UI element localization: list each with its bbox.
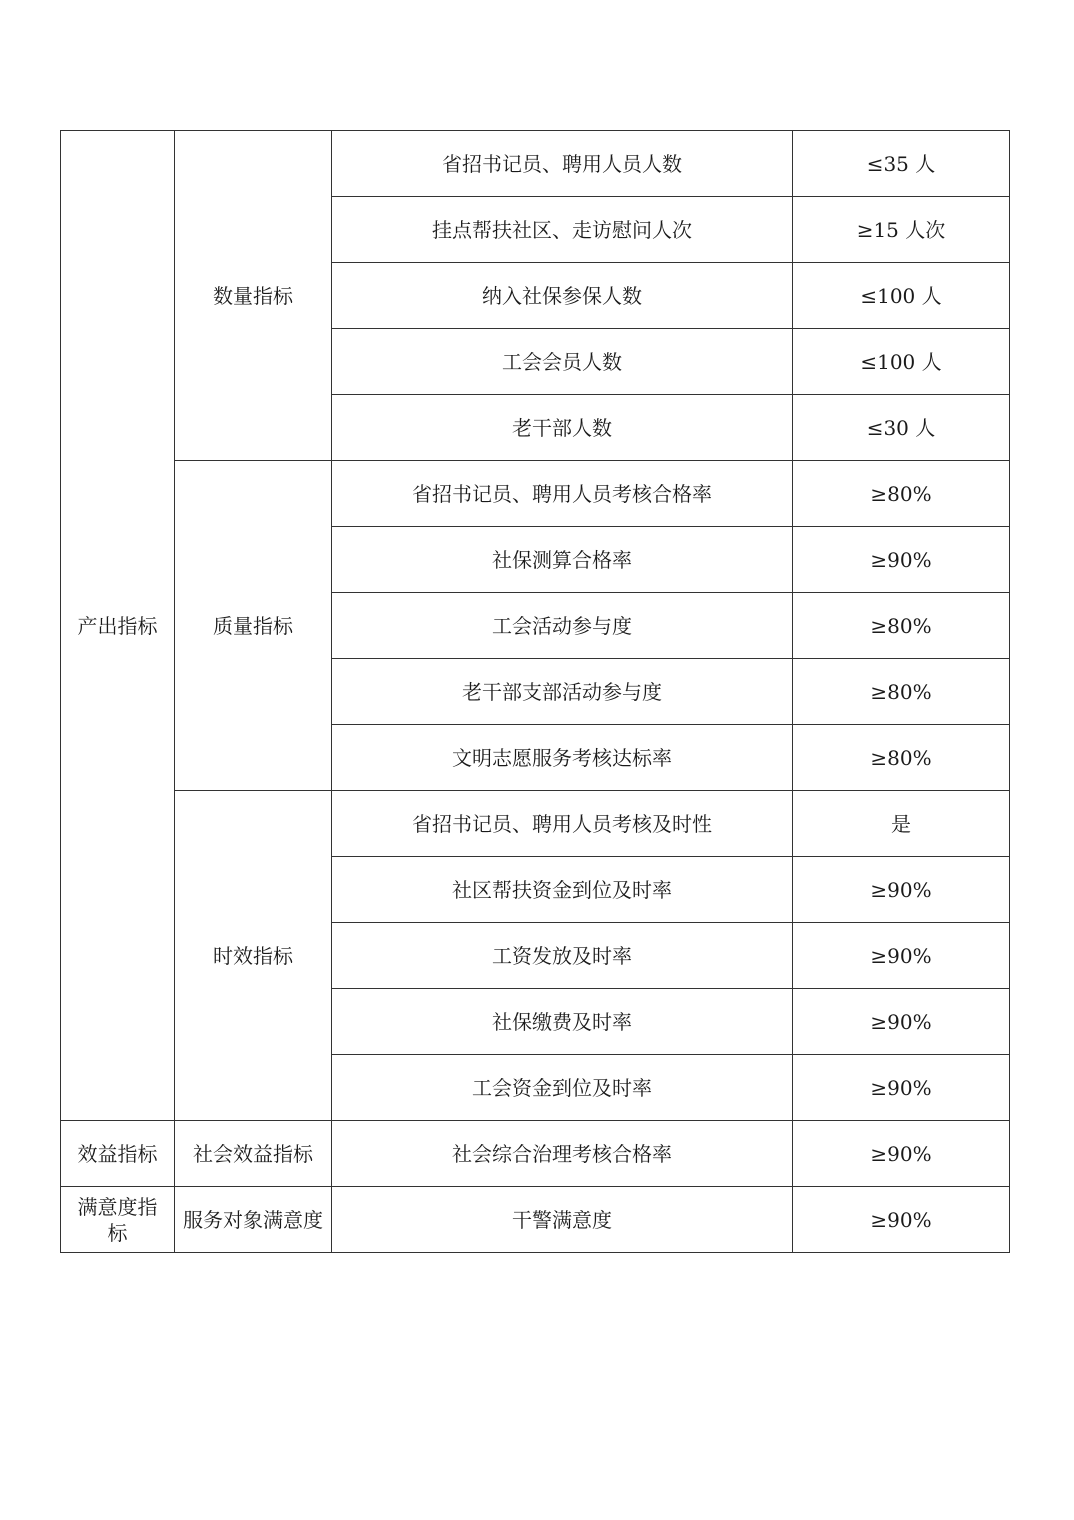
target-cell: ≥90% xyxy=(793,1055,1010,1121)
table-row xyxy=(61,791,1010,857)
indicator-cell: 社区帮扶资金到位及时率 xyxy=(332,857,793,923)
target-cell: ≥80% xyxy=(793,659,1010,725)
target-cell: 是 xyxy=(793,791,1010,857)
target-cell: ≥80% xyxy=(793,593,1010,659)
target-cell: ≥90% xyxy=(793,1121,1010,1187)
target-cell: ≤30 人 xyxy=(793,395,1010,461)
target-cell: ≥15 人次 xyxy=(793,197,1010,263)
table-row xyxy=(61,1187,1010,1253)
target-cell: ≥90% xyxy=(793,527,1010,593)
indicator-cell: 社保测算合格率 xyxy=(332,527,793,593)
target-cell: ≥80% xyxy=(793,725,1010,791)
target-cell: ≥80% xyxy=(793,461,1010,527)
table-row xyxy=(61,461,1010,527)
performance-indicator-table xyxy=(60,130,1010,1253)
target-cell: ≤100 人 xyxy=(793,329,1010,395)
indicator-cell: 老干部支部活动参与度 xyxy=(332,659,793,725)
level1-benefit-cell: 效益指标 xyxy=(61,1121,175,1187)
level2-social-benefit-cell: 社会效益指标 xyxy=(175,1121,332,1187)
level2-service-satisfaction-cell: 服务对象满意度 xyxy=(175,1187,332,1253)
indicator-cell: 省招书记员、聘用人员考核及时性 xyxy=(332,791,793,857)
indicator-cell: 工资发放及时率 xyxy=(332,923,793,989)
target-cell: ≥90% xyxy=(793,989,1010,1055)
level2-quality-cell: 质量指标 xyxy=(175,461,332,791)
target-cell: ≥90% xyxy=(793,923,1010,989)
target-cell: ≥90% xyxy=(793,857,1010,923)
indicator-cell: 工会会员人数 xyxy=(332,329,793,395)
indicator-cell: 挂点帮扶社区、走访慰问人次 xyxy=(332,197,793,263)
target-cell: ≤35 人 xyxy=(793,131,1010,197)
indicator-cell: 社保缴费及时率 xyxy=(332,989,793,1055)
level1-output-cell: 产出指标 xyxy=(61,131,175,1121)
indicator-cell: 文明志愿服务考核达标率 xyxy=(332,725,793,791)
target-cell: ≤100 人 xyxy=(793,263,1010,329)
table-row xyxy=(61,1121,1010,1187)
table-row xyxy=(61,131,1010,197)
indicator-cell: 工会活动参与度 xyxy=(332,593,793,659)
target-cell: ≥90% xyxy=(793,1187,1010,1253)
level2-quantity-cell: 数量指标 xyxy=(175,131,332,461)
indicator-cell: 工会资金到位及时率 xyxy=(332,1055,793,1121)
indicator-cell: 干警满意度 xyxy=(332,1187,793,1253)
indicator-cell: 省招书记员、聘用人员人数 xyxy=(332,131,793,197)
indicator-cell: 老干部人数 xyxy=(332,395,793,461)
indicator-cell: 社会综合治理考核合格率 xyxy=(332,1121,793,1187)
indicator-cell: 省招书记员、聘用人员考核合格率 xyxy=(332,461,793,527)
level2-timeliness-cell: 时效指标 xyxy=(175,791,332,1121)
indicator-cell: 纳入社保参保人数 xyxy=(332,263,793,329)
level1-satisfaction-cell: 满意度指标 xyxy=(61,1187,175,1253)
